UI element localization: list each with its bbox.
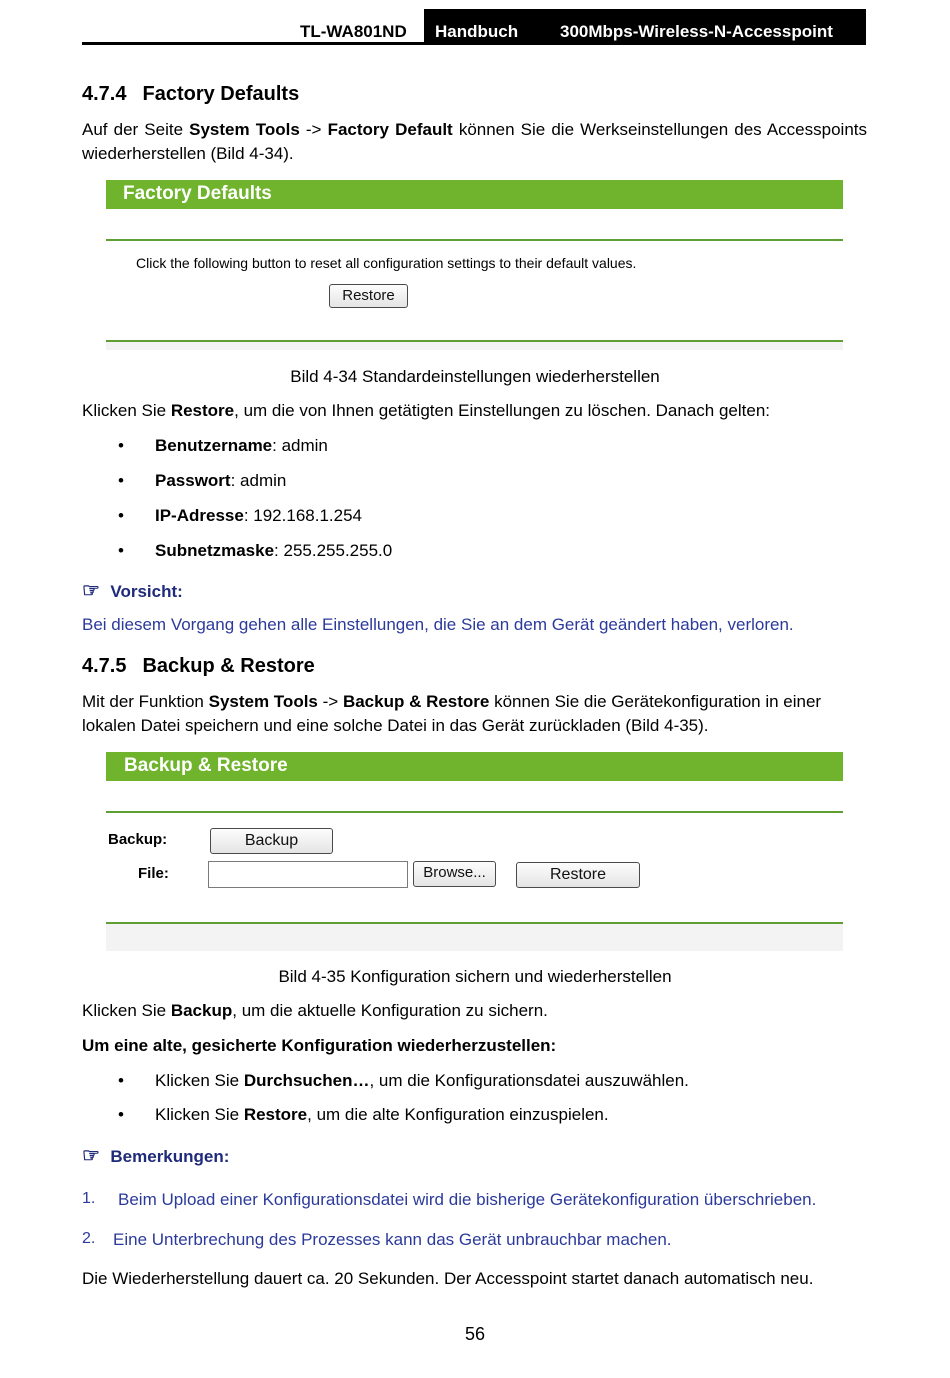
reset-description: Click the following button to reset all configuration settings to their default values. (136, 255, 637, 271)
intro-text: -> (317, 692, 343, 711)
backup-label: Backup: (108, 831, 168, 848)
intro-text: können Sie die Gerätekonfiguration in einer lokalen Datei speichern und eine solche Datei in das Gerät zurückladen (Bild 4-35). (82, 692, 822, 735)
header-handbook: Handbuch (435, 22, 519, 41)
bullet-text: Klicken Sie (155, 1105, 244, 1124)
bullet-value: : 192.168.1.254 (243, 506, 362, 525)
after-paragraph-1 (82, 399, 770, 423)
bullet-dot: • (118, 1071, 124, 1090)
intro-text: können Sie die Werkseinstellungen des Accesspoints wiederherstellen (Bild 4-34). (82, 120, 868, 163)
caption-4-35: Bild 4-35 Konfiguration sichern und wiederherstellen (278, 967, 672, 986)
list-item (118, 1105, 609, 1125)
bullet-key: IP-Adresse (155, 506, 244, 525)
section-heading-factory-defaults (82, 83, 299, 106)
remark-number: 2. (82, 1230, 96, 1247)
after-text: , um die aktuelle Konfiguration zu sichern. (232, 1001, 548, 1020)
panel-footer (106, 342, 843, 350)
list-item (118, 506, 362, 526)
intro-paragraph-2 (82, 690, 872, 738)
intro-paragraph-1 (82, 118, 867, 166)
browse-button[interactable]: Browse... (413, 861, 496, 887)
intro-bold: System Tools (208, 692, 318, 711)
intro-text: -> (299, 120, 328, 139)
after-bold: Restore (170, 401, 235, 420)
bullet-dot: • (118, 541, 124, 560)
page-number: 56 (464, 1324, 486, 1344)
panel-title: Factory Defaults (123, 183, 272, 204)
bullet-key: Passwort (155, 471, 231, 490)
intro-text: Auf der Seite (82, 120, 190, 139)
bullet-key: Benutzername (155, 436, 273, 455)
pointing-hand-icon: ☞ (82, 580, 100, 602)
remark-text: Beim Upload einer Konfigurationsdatei wird die bisherige Gerätekonfiguration überschrieben. (118, 1190, 817, 1209)
bullet-key: Durchsuchen… (243, 1071, 370, 1090)
bullet-key: Subnetzmaske (155, 541, 275, 560)
after-text: , um die von Ihnen getätigten Einstellungen zu löschen. Danach gelten: (234, 401, 771, 420)
list-item (118, 436, 328, 456)
list-item (118, 1071, 689, 1091)
header-product: 300Mbps-Wireless-N-Accesspoint (560, 22, 833, 41)
intro-bold: System Tools (189, 120, 300, 139)
panel-title: Backup & Restore (124, 755, 288, 776)
intro-bold: Factory Default (327, 120, 453, 139)
bullet-dot: • (118, 471, 124, 490)
caption-4-34: Bild 4-34 Standardeinstellungen wiederherstellen (290, 367, 660, 386)
restore-heading: Um eine alte, gesicherte Konfiguration wiederherzustellen: (82, 1036, 557, 1055)
after-text: Klicken Sie (82, 401, 171, 420)
factory-defaults-screenshot (106, 180, 843, 350)
after-bold: Backup (170, 1001, 233, 1020)
header-model: TL-WA801ND (300, 22, 407, 41)
restore-button[interactable]: Restore (329, 284, 408, 308)
panel-title-bar (106, 752, 843, 781)
restore-button[interactable]: Restore (516, 862, 640, 888)
remark-number: 1. (82, 1190, 96, 1207)
intro-bold: Backup & Restore (342, 692, 490, 711)
section-number: 4.7.5 (82, 655, 127, 677)
panel-footer (106, 924, 843, 951)
remarks-title: Bemerkungen: (110, 1147, 230, 1166)
remarks-heading (82, 1143, 229, 1168)
after-text: Klicken Sie (82, 1001, 171, 1020)
bullet-text: Klicken Sie (155, 1071, 244, 1090)
list-item (118, 471, 287, 491)
section-title: Factory Defaults (142, 83, 300, 105)
panel-divider (106, 239, 843, 241)
file-path-field[interactable] (208, 861, 408, 888)
bullet-value: : admin (272, 436, 328, 455)
bullet-dot: • (118, 506, 124, 525)
intro-text: Mit der Funktion (82, 692, 209, 711)
caution-heading (82, 578, 183, 603)
pointing-hand-icon: ☞ (82, 1145, 100, 1167)
header-rule (82, 42, 865, 45)
section-title: Backup & Restore (142, 655, 315, 677)
backup-restore-screenshot (106, 752, 843, 951)
bullet-text: , um die Konfigurationsdatei auszuwählen. (369, 1071, 689, 1090)
panel-divider (106, 811, 843, 813)
bullet-text: , um die alte Konfiguration einzuspielen. (307, 1105, 609, 1124)
bullet-value: : admin (230, 471, 287, 490)
bullet-key: Restore (243, 1105, 308, 1124)
bullet-value: : 255.255.255.0 (274, 541, 393, 560)
bullet-dot: • (118, 1105, 124, 1124)
section-number: 4.7.4 (82, 83, 127, 105)
caution-text: Bei diesem Vorgang gehen alle Einstellungen, die Sie an dem Gerät geändert haben, verloren. (82, 615, 794, 634)
list-item (118, 541, 393, 561)
section-heading-backup-restore (82, 655, 315, 678)
file-label: File: (138, 865, 169, 882)
remark-text: Eine Unterbrechung des Prozesses kann das Gerät unbrauchbar machen. (113, 1230, 672, 1249)
backup-button[interactable]: Backup (210, 828, 333, 854)
bullet-dot: • (118, 436, 124, 455)
panel-title-bar (106, 180, 843, 209)
after-paragraph-2 (82, 999, 548, 1023)
caution-title: Vorsicht: (110, 582, 183, 601)
final-paragraph: Die Wiederherstellung dauert ca. 20 Sekunden. Der Accesspoint startet danach automatisch neu. (82, 1269, 814, 1288)
